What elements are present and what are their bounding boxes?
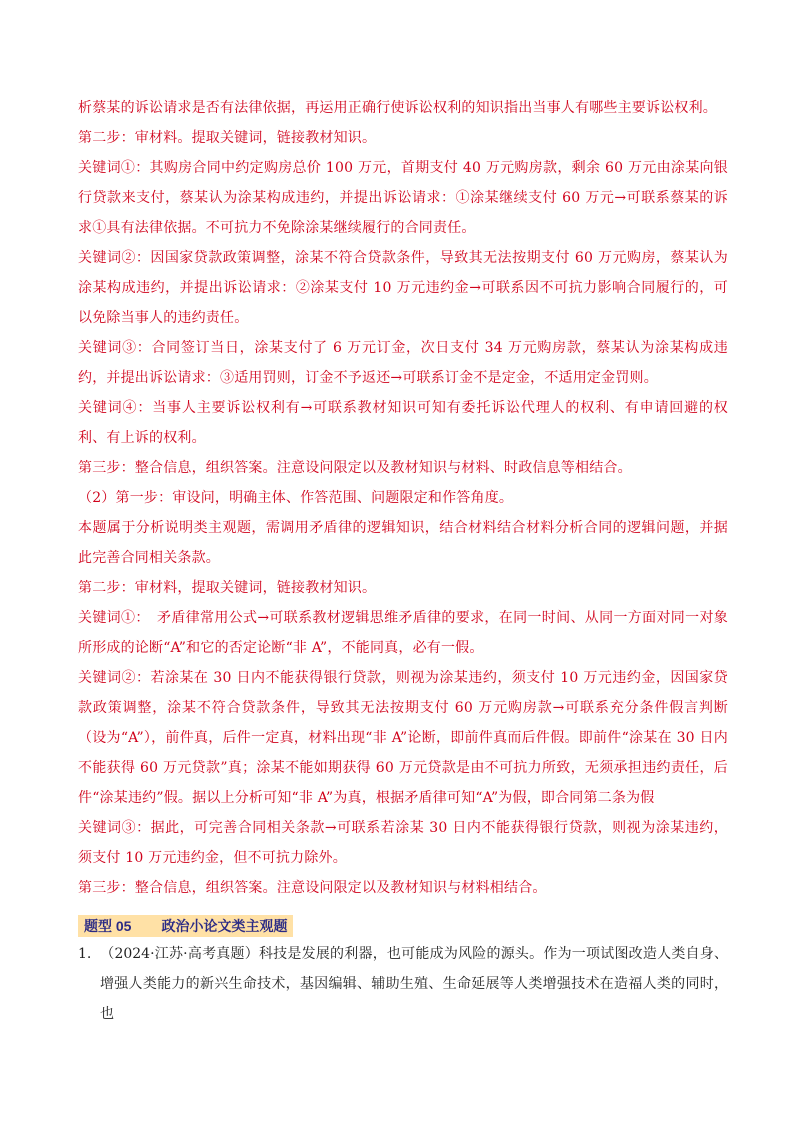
section-heading xyxy=(78,915,293,937)
answer-paragraph: 关键词④：当事人主要诉讼权利有→可联系教材知识可知有委托诉讼代理人的权利、有申请回避的权利、有上诉的权利。 xyxy=(78,400,728,446)
answer-paragraph: 关键词②：因国家贷款政策调整，涂某不符合贷款条件，导致其无法按期支付 60 万元购房，蔡某认为涂某构成违约，并提出诉讼请求：②涂某支付 10 万元违约金→可联系因不可抗力影响合同履行的，可以免除当事人的违约责任。 xyxy=(78,250,728,326)
answer-paragraph: 析蔡某的诉讼请求是否有法律依据，再运用正确行使诉讼权利的知识指出当事人有哪些主要诉讼权利。 xyxy=(78,100,717,116)
document-content xyxy=(78,93,728,1029)
section-heading-number: 题型 05 xyxy=(84,918,132,934)
answer-paragraph: 第二步：审材料，提取关键词，链接教材知识。 xyxy=(78,580,377,596)
question-item xyxy=(78,939,728,1029)
answer-paragraph: 关键词③：合同签订当日，涂某支付了 6 万元订金，次日支付 34 万元购房款，蔡某认为涂某构成违约，并提出诉讼请求：③适用罚则，订金不予返还→可联系订金不是定金，不适用定金罚则。 xyxy=(78,340,728,386)
answer-paragraph: 关键词①： 矛盾律常用公式→可联系教材逻辑思维矛盾律的要求，在同一时间、从同一方面对同一对象所形成的论断“A”和它的否定论断“非 A”，不能同真，必有一假。 xyxy=(78,610,728,656)
answer-paragraph: 本题属于分析说明类主观题，需调用矛盾律的逻辑知识，结合材料结合材料分析合同的逻辑问题，并据此完善合同相关条款。 xyxy=(78,520,728,566)
answer-paragraph: （2）第一步：审设问，明确主体、作答范围、问题限定和作答角度。 xyxy=(78,490,514,506)
answer-paragraph: 关键词②：若涂某在 30 日内不能获得银行贷款，则视为涂某违约，须支付 10 万元违约金，因国家贷款政策调整，涂某不符合贷款条件，导致其无法按期支付 60 万元购房款→可联系充分条件假言判断（设为“A”），前件真，后件一定真，材料出现“非 A”论断，即前件真而后件假。即前件“涂某在 30 日内不能获得 60 万元贷款”真；涂某不能如期获得 60 万元贷款是由不可抗力所致，无须承担违约责任，后件“涂某违约”假。据以上分析可知“非 A”为真，根据矛盾律可知“A”为假，即合同第二条为假 xyxy=(78,670,728,806)
section-heading-title: 政治小论文类主观题 xyxy=(161,918,288,934)
answer-paragraph: 关键词①：其购房合同中约定购房总价 100 万元，首期支付 40 万元购房款，剩余 60 万元由涂某向银行贷款来支付，蔡某认为涂某构成违约，并提出诉讼请求：①涂某继续支付 60 万元→可联系蔡某的诉求①具有法律依据。不可抗力不免除涂某继续履行的合同责任。 xyxy=(78,160,728,236)
question-text: （2024·江苏·高考真题）科技是发展的利器，也可能成为风险的源头。作为一项试图改造人类自身、增强人类能力的新兴生命技术，基因编辑、辅助生殖、生命延展等人类增强技术在造福人类的同时，也 xyxy=(100,946,728,1022)
answer-paragraph: 关键词③：据此，可完善合同相关条款→可联系若涂某 30 日内不能获得银行贷款，则视为涂某违约，须支付 10 万元违约金，但不可抗力除外。 xyxy=(78,820,728,866)
answer-paragraph: 第三步：整合信息，组织答案。注意设问限定以及教材知识与材料、时政信息等相结合。 xyxy=(78,460,632,476)
question-number: 1. xyxy=(78,946,92,962)
answer-paragraph: 第三步：整合信息，组织答案。注意设问限定以及教材知识与材料相结合。 xyxy=(78,880,547,896)
answer-paragraph: 第二步：审材料。提取关键词，链接教材知识。 xyxy=(78,130,377,146)
